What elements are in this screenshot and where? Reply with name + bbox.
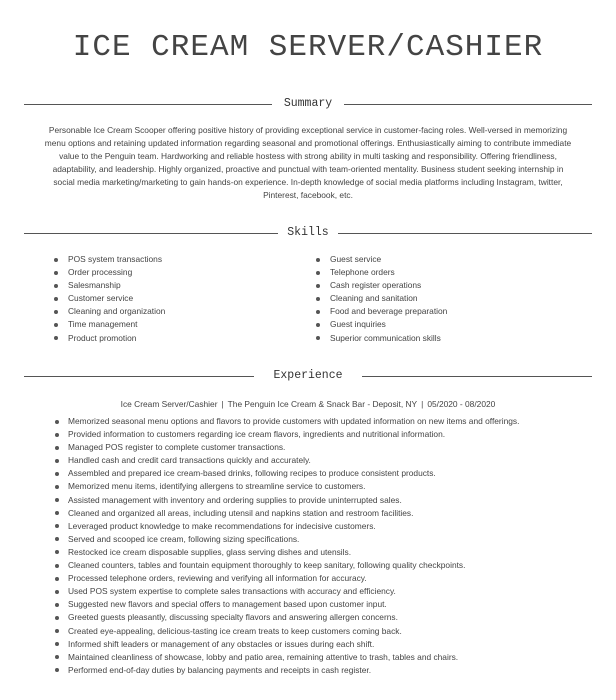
skill-item: Time management xyxy=(54,318,165,331)
experience-item: Assisted management with inventory and ordering supplies to provide uninterrupted sales. xyxy=(55,494,565,507)
experience-item: Served and scooped ice cream, following sizing specifications. xyxy=(55,533,565,546)
experience-item: Greeted guests pleasantly, discussing specialty flavors and answering allergen concerns. xyxy=(55,611,565,624)
experience-item: Cleaned counters, tables and fountain equipment thoroughly to keep sanitary, following quality checkpoints. xyxy=(55,559,565,572)
experience-heading: Experience xyxy=(273,369,343,382)
job-dates: 05/2020 - 08/2020 xyxy=(427,399,496,409)
skill-item: Telephone orders xyxy=(316,266,447,279)
experience-list xyxy=(55,415,565,677)
skills-rule-right xyxy=(338,233,592,234)
job-separator: | xyxy=(221,399,224,409)
experience-item: Restocked ice cream disposable supplies, glass serving dishes and utensils. xyxy=(55,546,565,559)
experience-item: Memorized menu items, identifying allergens to streamline service to customers. xyxy=(55,480,565,493)
skill-item: Customer service xyxy=(54,292,165,305)
experience-item: Maintained cleanliness of showcase, lobby and patio area, remaining attentive to trash, tables and chairs. xyxy=(55,651,565,664)
skill-item: Superior communication skills xyxy=(316,332,447,345)
experience-item: Assembled and prepared ice cream-based drinks, following recipes to produce consistent products. xyxy=(55,467,565,480)
experience-item: Leveraged product knowledge to make recommendations for indecisive customers. xyxy=(55,520,565,533)
job-title: Ice Cream Server/Cashier xyxy=(120,399,218,409)
experience-item: Suggested new flavors and special offers to management based upon customer input. xyxy=(55,598,565,611)
summary-text: Personable Ice Cream Scooper offering positive history of providing exceptional service in customer-facing roles. Well-versed in memorizing menu options and retaining updated information regarding seasonal and promotional offerings. Enthusiastically aiming to contribute immediate value to the Penguin team. Hardworking and reliable hostess with strong ability in multi tasking and responsibility. Offering friendliness, adaptability, and leadership. Highly organized, proactive and punctual with team-oriented mentality. Business student seeking internship in social media marketing/marketing to gain hands-on experience. In-depth knowledge of social media platforms including Instagram, twitter, Pinterest, facebook, etc. xyxy=(44,125,572,201)
job-header xyxy=(0,398,616,411)
summary-heading: Summary xyxy=(283,97,333,110)
experience-item: Processed telephone orders, reviewing and verifying all information for accuracy. xyxy=(55,572,565,585)
experience-rule-right xyxy=(362,376,592,377)
experience-header xyxy=(24,369,592,383)
skills-header xyxy=(24,226,592,240)
skill-item: Product promotion xyxy=(54,332,165,345)
experience-item: Memorized seasonal menu options and flavors to provide customers with updated information on new items and offerings. xyxy=(55,415,565,428)
skill-item: Guest inquiries xyxy=(316,318,447,331)
skill-item: Cleaning and organization xyxy=(54,305,165,318)
skills-list-left xyxy=(54,253,165,345)
experience-item: Created eye-appealing, delicious-tasting ice cream treats to keep customers coming back. xyxy=(55,625,565,638)
skill-item: Cash register operations xyxy=(316,279,447,292)
experience-item: Cleaned and organized all areas, including utensil and napkins station and restroom facilities. xyxy=(55,507,565,520)
experience-item: Informed shift leaders or management of any obstacles or issues during each shift. xyxy=(55,638,565,651)
skills-list-right xyxy=(316,253,447,345)
summary-rule-right xyxy=(344,104,592,105)
experience-item: Used POS system expertise to complete sales transactions with accuracy and efficiency. xyxy=(55,585,565,598)
experience-item: Provided information to customers regarding ice cream flavors, ingredients and nutritional information. xyxy=(55,428,565,441)
experience-item: Performed end-of-day duties by balancing payments and receipts in cash register. xyxy=(55,664,565,677)
skill-item: Food and beverage preparation xyxy=(316,305,447,318)
skill-item: POS system transactions xyxy=(54,253,165,266)
skill-item: Guest service xyxy=(316,253,447,266)
skill-item: Salesmanship xyxy=(54,279,165,292)
job-separator: | xyxy=(421,399,424,409)
skill-item: Cleaning and sanitation xyxy=(316,292,447,305)
skills-heading: Skills xyxy=(287,226,329,239)
experience-item: Managed POS register to complete customer transactions. xyxy=(55,441,565,454)
job-employer: The Penguin Ice Cream & Snack Bar - Deposit, NY xyxy=(227,399,418,409)
experience-item: Handled cash and credit card transactions quickly and accurately. xyxy=(55,454,565,467)
summary-header xyxy=(24,97,592,111)
resume-title: ICE CREAM SERVER/CASHIER xyxy=(72,30,544,65)
skill-item: Order processing xyxy=(54,266,165,279)
